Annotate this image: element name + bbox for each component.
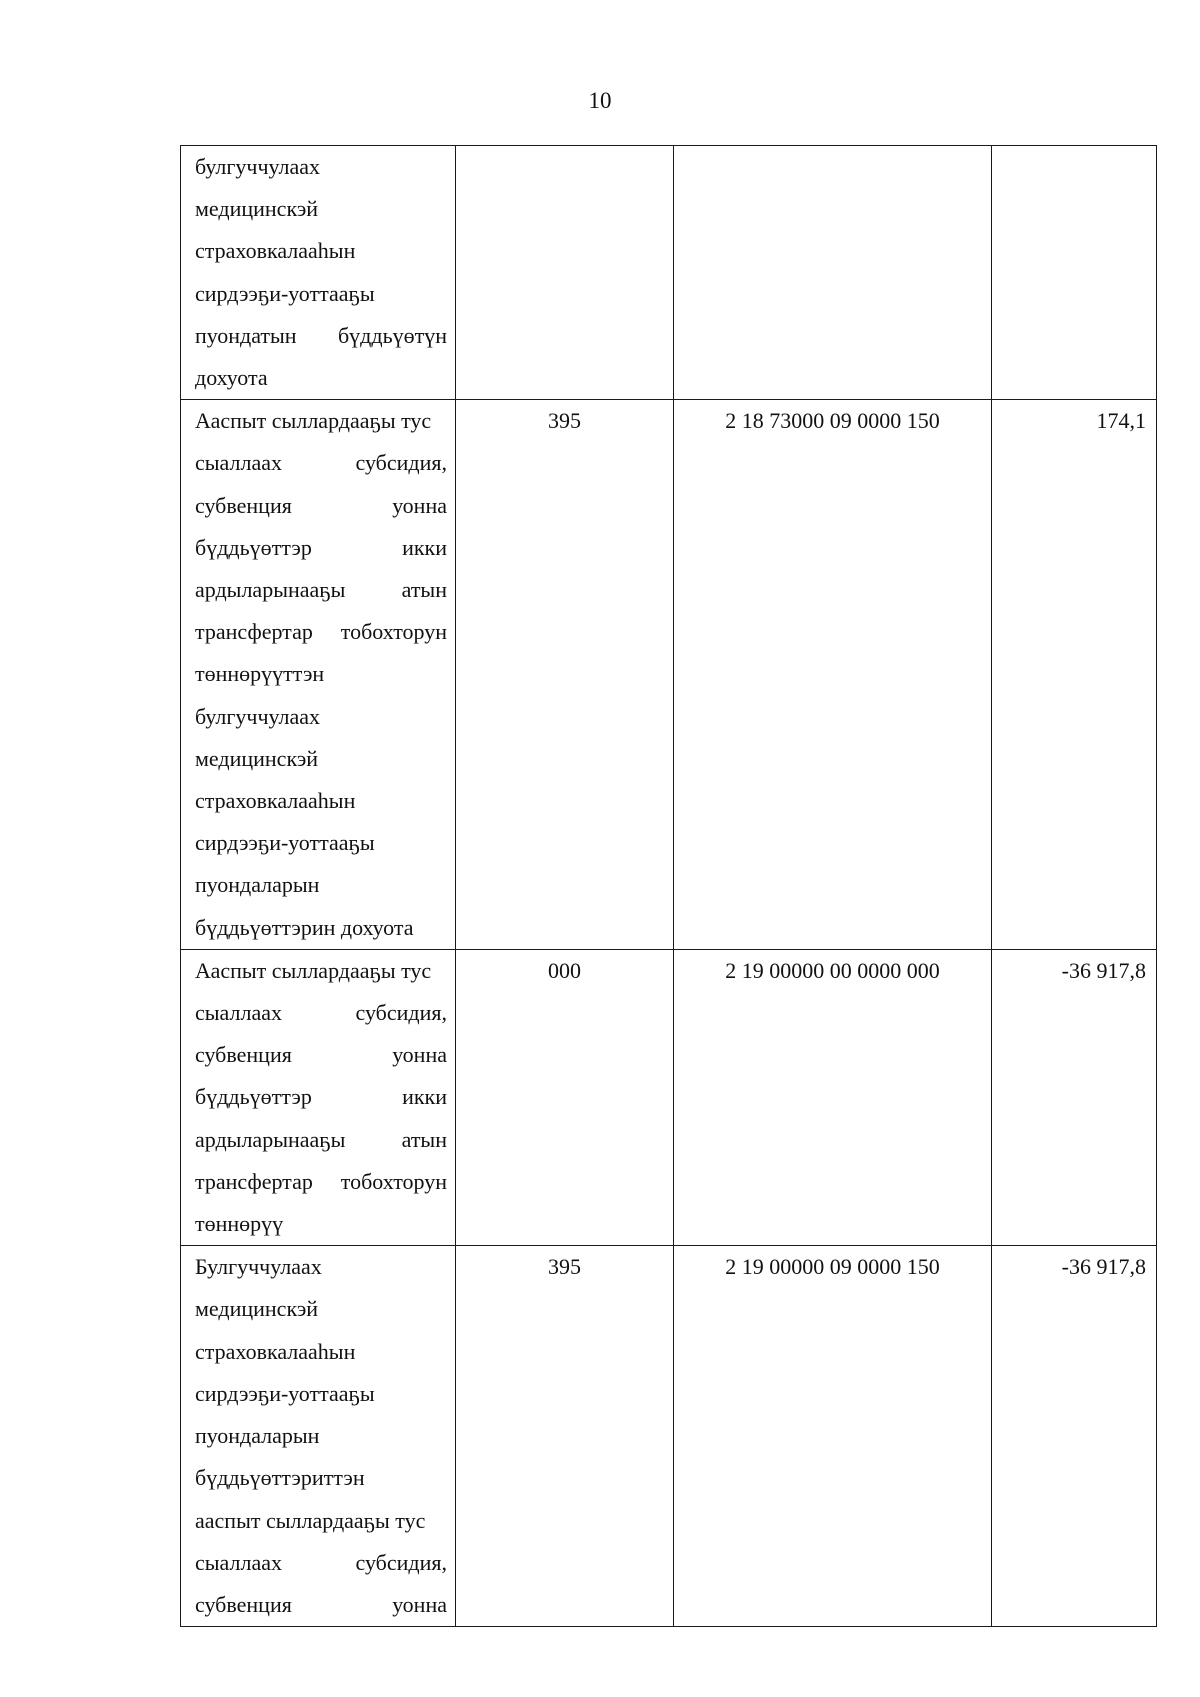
income-name-word: ардыларынааҕы [195, 1126, 346, 1152]
income-name-word: субвенция [195, 1042, 292, 1068]
admin-code-cell [456, 1246, 674, 1627]
income-name-line: булгуччулаах [195, 703, 321, 729]
income-name-line: Булгуччулаах [195, 1254, 322, 1280]
amount-cell [992, 146, 1157, 400]
income-name-cell [181, 1246, 456, 1627]
income-name-line: булгуччулаах [195, 154, 321, 179]
income-name-line [195, 611, 447, 653]
income-name-line [195, 1119, 447, 1161]
income-name-line [195, 1584, 447, 1626]
admin-code-cell [456, 400, 674, 950]
income-name-word: уонна [392, 1591, 447, 1617]
admin-code-cell-value: 000 [548, 957, 581, 983]
income-name-word: уонна [392, 1042, 447, 1068]
income-name-cell [181, 146, 456, 400]
income-name-word: бүддьүөттэр [195, 534, 312, 560]
income-name-word: субсидия, [355, 1549, 447, 1575]
income-name-line: сирдээҕи-уоттааҕы [195, 280, 375, 306]
income-name-word: трансфертар [195, 619, 313, 645]
income-name-word: тобохторун [340, 1168, 447, 1194]
income-name-line: сирдээҕи-уоттааҕы [195, 1380, 375, 1406]
income-name-line: страховкалааһын [195, 238, 356, 264]
amount-cell-value: -36 917,8 [1061, 957, 1146, 983]
income-name-word: тобохторун [340, 619, 447, 645]
income-name-word: атын [401, 1126, 447, 1152]
budget-code-cell [674, 400, 992, 950]
income-name-line [195, 442, 447, 484]
income-name-word: сыаллаах [195, 450, 282, 476]
table-row [181, 400, 1157, 950]
table-row [181, 1246, 1157, 1627]
income-name-word: уонна [392, 492, 447, 518]
income-name-word: пуондатын [195, 322, 297, 348]
income-name-word: субвенция [195, 492, 292, 518]
income-name-line [195, 992, 447, 1034]
budget-code-cell [674, 1246, 992, 1627]
income-name-line: бүддьүөттэриттэн [195, 1465, 365, 1491]
income-name-word: субсидия, [355, 1000, 447, 1026]
income-name-word: трансфертар [195, 1168, 313, 1194]
income-name-line: медицинскэй [195, 745, 319, 771]
income-name-line [195, 569, 447, 611]
amount-cell-value: 174,1 [1096, 408, 1146, 434]
income-name-cell [181, 949, 456, 1245]
income-name-line: төннөрүү [195, 1211, 284, 1237]
income-name-line [195, 1161, 447, 1203]
income-name-line: страховкалааһын [195, 1338, 356, 1364]
income-name-word: атын [401, 577, 447, 603]
admin-code-cell-value: 395 [548, 1254, 581, 1280]
income-name-line: төннөрүүттэн [195, 661, 325, 687]
income-name-line [195, 485, 447, 527]
table-row [181, 146, 1157, 400]
income-name-cell [181, 400, 456, 950]
amount-cell [992, 400, 1157, 950]
page-number: 10 [588, 88, 612, 113]
income-name-line [195, 527, 447, 569]
income-name-word: сыаллаах [195, 1000, 282, 1026]
budget-code-cell [674, 949, 992, 1245]
income-name-line [195, 1034, 447, 1076]
income-name-line: пуондаларын [195, 872, 320, 898]
income-name-word: икки [402, 1084, 447, 1110]
budget-code-cell-value: 2 18 73000 09 0000 150 [725, 408, 940, 434]
income-name-line [195, 1076, 447, 1118]
income-name-line: Ааспыт сыллардааҕы тус [195, 957, 432, 983]
table-body [181, 146, 1157, 1627]
income-name-line: дохуота [195, 365, 268, 391]
income-name-word: сыаллаах [195, 1549, 282, 1575]
income-name-word: субвенция [195, 1591, 292, 1617]
income-name-line: ааспыт сыллардааҕы тус [195, 1507, 426, 1533]
amount-cell-value: -36 917,8 [1061, 1254, 1146, 1280]
income-name-word: субсидия, [355, 450, 447, 476]
income-name-word: бүддьүөтүн [337, 322, 447, 348]
income-name-line: медицинскэй [195, 1296, 319, 1322]
budget-code-cell [674, 146, 992, 400]
income-name-line [195, 1542, 447, 1584]
budget-code-cell-value: 2 19 00000 00 0000 000 [725, 957, 940, 983]
amount-cell [992, 949, 1157, 1245]
budget-code-cell-value: 2 19 00000 09 0000 150 [725, 1254, 940, 1280]
income-name-word: икки [402, 534, 447, 560]
income-name-line: Ааспыт сыллардааҕы тус [195, 408, 432, 434]
income-name-line: медицинскэй [195, 196, 319, 222]
budget-table [180, 145, 1157, 1627]
table-row [181, 949, 1157, 1245]
income-name-line [195, 315, 447, 357]
admin-code-cell-value: 395 [548, 408, 581, 434]
income-name-line: пуондаларын [195, 1423, 320, 1449]
amount-cell [992, 1246, 1157, 1627]
admin-code-cell [456, 949, 674, 1245]
income-name-word: ардыларынааҕы [195, 577, 346, 603]
income-name-line: страховкалааһын [195, 788, 356, 814]
income-name-line: сирдээҕи-уоттааҕы [195, 830, 375, 856]
admin-code-cell [456, 146, 674, 400]
income-name-word: бүддьүөттэр [195, 1084, 312, 1110]
income-name-line: бүддьүөттэрин дохуота [195, 914, 414, 940]
